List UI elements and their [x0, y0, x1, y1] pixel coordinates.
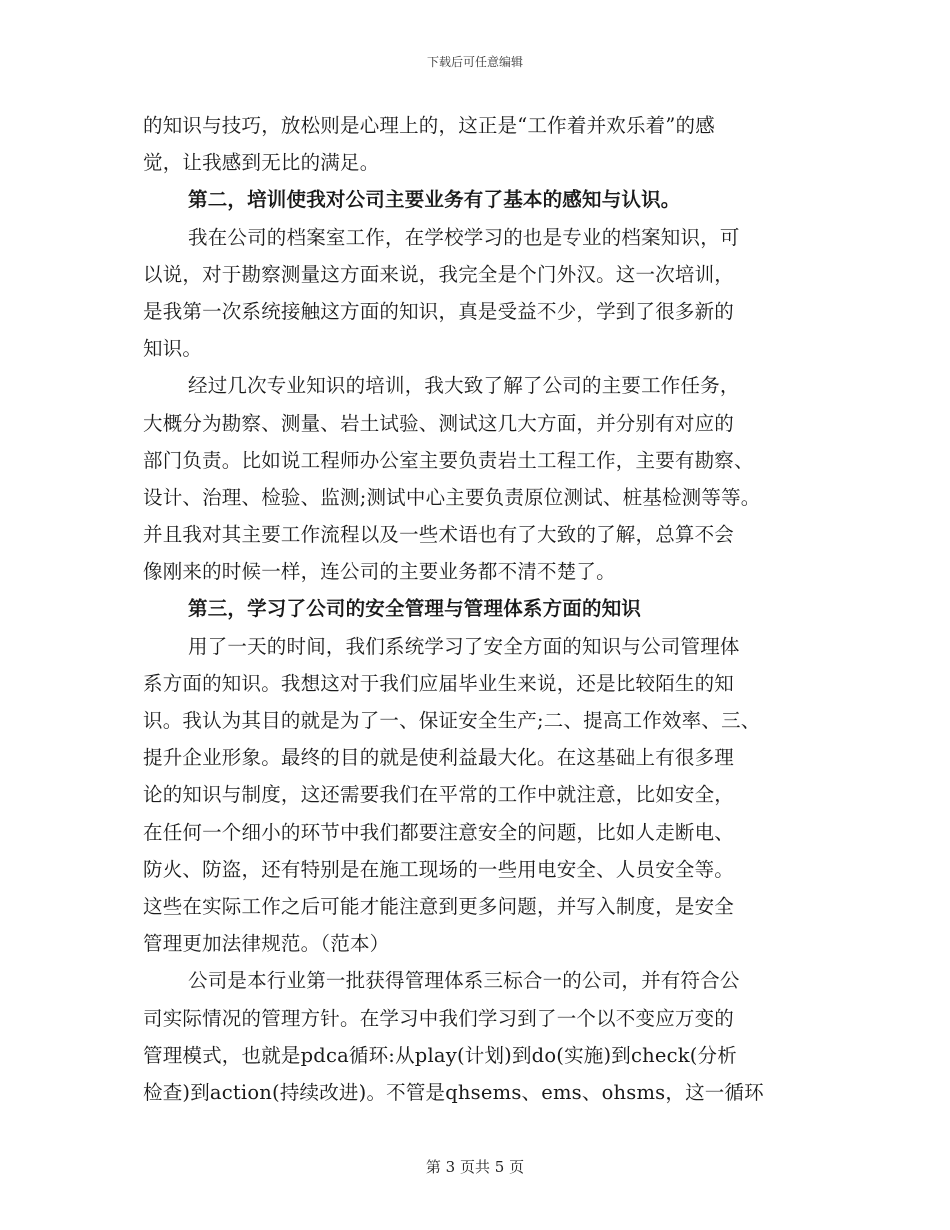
text-line: 像刚来的时候一样，连公司的主要业务都不清不楚了。: [143, 560, 616, 584]
text-line: 系方面的知识。我想这对于我们应届毕业生来说，还是比较陌生的知: [143, 671, 735, 695]
text-line: 是我第一次系统接触这方面的知识，真是受益不少，学到了很多新的: [143, 299, 735, 323]
text-line: 识。我认为其目的就是为了一、保证安全生产;二、提高工作效率、三、: [143, 709, 761, 732]
text-line: 论的知识与制度，这还需要我们在平常的工作中就注意，比如安全，: [143, 783, 735, 807]
text-line: 的知识与技巧，放松则是心理上的，这正是“工作着并欢乐着”的感: [143, 114, 715, 137]
text-line: 觉，让我感到无比的满足。: [143, 151, 380, 175]
text-line: 这些在实际工作之后可能才能注意到更多问题，并写入制度，是安全: [143, 894, 735, 918]
text-line: 并且我对其主要工作流程以及一些术语也有了大致的了解，总算不会: [143, 523, 735, 547]
text-line: 知识。: [143, 337, 203, 361]
text-line: 大概分为勘察、测量、岩土试验、测试这几大方面，并分别有对应的: [143, 411, 735, 435]
section-heading-line: 第二，培训使我对公司主要业务有了基本的感知与认识。: [188, 188, 681, 212]
page-header: 下载后可任意编辑: [426, 55, 523, 69]
text-line: 管理更加法律规范。（范本）: [143, 932, 390, 956]
text-line: 检查)到action(持续改进)。不管是qhsems、ems、ohsms，这一循环: [143, 1080, 764, 1104]
text-line: 部门负责。比如说工程师办公室主要负责岩土工程工作，主要有勘察、: [143, 448, 754, 472]
text-line: 设计、治理、检验、监测;测试中心主要负责原位测试、桩基检测等等。: [143, 485, 761, 509]
text-line: 防火、防盗，还有特别是在施工现场的一些用电安全、人员安全等。: [143, 857, 735, 881]
text-line: 我在公司的档案室工作，在学校学习的也是专业的档案知识，可: [188, 225, 740, 249]
text-line: 提升企业形象。最终的目的就是使利益最大化。在这基础上有很多理: [143, 746, 735, 770]
text-line: 在任何一个细小的环节中我们都要注意安全的问题，比如人走断电、: [143, 820, 735, 844]
text-line: 以说，对于勘察测量这方面来说，我完全是个门外汉。这一次培训，: [143, 262, 735, 286]
text-line: 经过几次专业知识的培训，我大致了解了公司的主要工作任务，: [188, 374, 740, 398]
text-line: 用了一天的时间，我们系统学习了安全方面的知识与公司管理体: [188, 634, 740, 658]
text-line: 司实际情况的管理方针。在学习中我们学习到了一个以不变应万变的: [143, 1006, 735, 1030]
text-line: 管理模式，也就是pdca循环:从play(计划)到do(实施)到check(分析: [143, 1043, 737, 1067]
section-heading-line: 第三，学习了公司的安全管理与管理体系方面的知识: [188, 597, 642, 621]
text-line: 公司是本行业第一批获得管理体系三标合一的公司，并有符合公: [188, 969, 740, 993]
page-footer: 第 3 页共 5 页: [425, 1158, 525, 1176]
document-body: [143, 107, 813, 1111]
